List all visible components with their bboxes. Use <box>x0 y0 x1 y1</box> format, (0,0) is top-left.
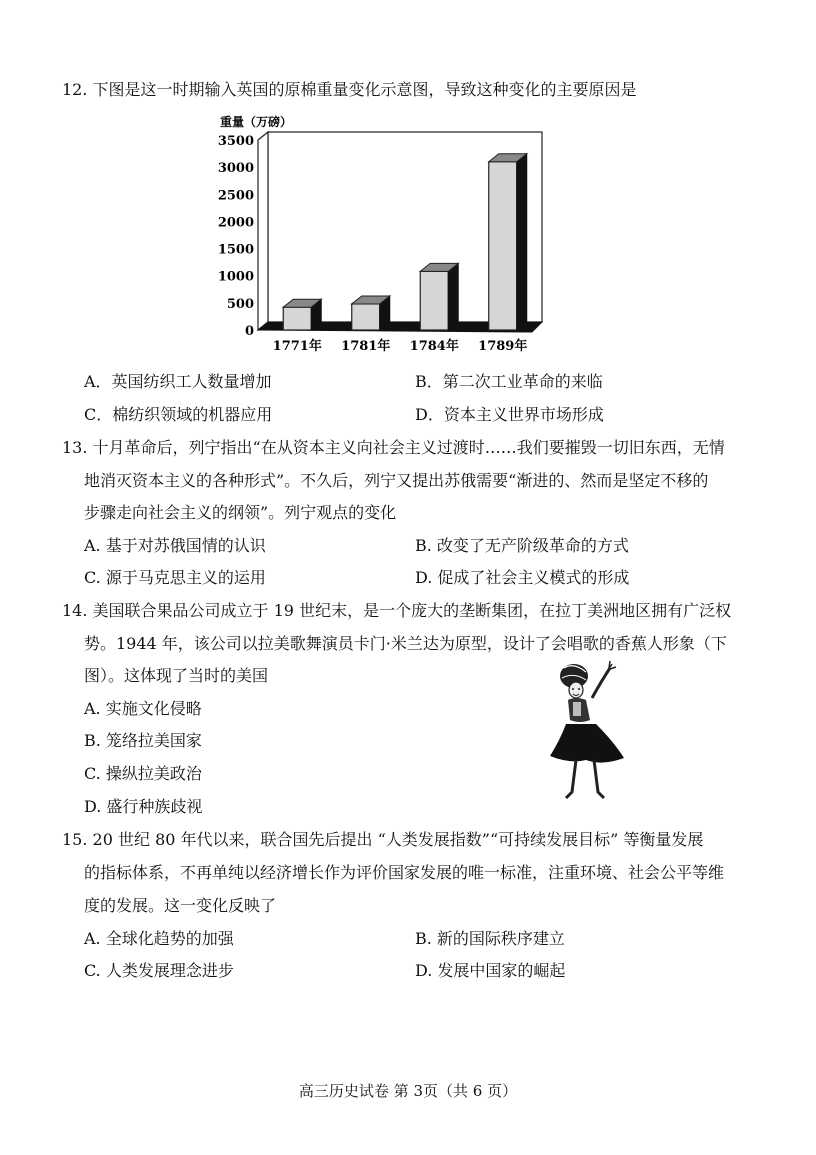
chart-side-wall <box>258 132 268 330</box>
bar <box>283 299 321 330</box>
q14-stem-line3: 图）。这体现了当时的美国 <box>84 666 269 685</box>
q14-stem-line1: 14. 美国联合果品公司成立于 19 世纪末，是一个庞大的垄断集团，在拉丁美洲地区拥有广泛权 <box>62 601 732 620</box>
cotton-weight-chart <box>200 108 560 358</box>
q15-stem-line1: 15. 20 世纪 80 年代以来，联合国先后提出 “人类发展指数”“可持续发展目标” 等衡量发展 <box>62 830 704 849</box>
bar-side <box>448 263 458 330</box>
q15-option-a[interactable]: A. 全球化趋势的加强 <box>84 929 234 948</box>
q13-stem-line3: 步骤走向社会主义的纲领”。列宁观点的变化 <box>84 503 397 522</box>
bar-front <box>283 307 311 330</box>
y-tick-label: 2500 <box>217 188 254 204</box>
q12-option-d[interactable]: D．资本主义世界市场形成 <box>415 405 604 424</box>
q13-option-d[interactable]: D. 促成了社会主义模式的形成 <box>415 568 630 587</box>
y-tick-label: 1500 <box>217 242 254 258</box>
q15-option-b[interactable]: B. 新的国际秩序建立 <box>415 929 565 948</box>
q12-option-c[interactable]: C．棉纺织领域的机器应用 <box>84 405 273 424</box>
bar-front <box>352 304 380 330</box>
y-tick-label: 3500 <box>217 134 254 149</box>
bar <box>420 263 458 330</box>
q12-stem: 12. 下图是这一时期输入英国的原棉重量变化示意图，导致这种变化的主要原因是 <box>62 80 637 99</box>
q14-option-c[interactable]: C. 操纵拉美政治 <box>84 764 202 783</box>
x-tick-label: 1784年 <box>409 339 459 354</box>
q12-option-a[interactable]: A．英国纺织工人数量增加 <box>84 372 272 391</box>
q14-option-b[interactable]: B. 笼络拉美国家 <box>84 731 202 750</box>
q13-option-a[interactable]: A. 基于对苏俄国情的认识 <box>84 536 266 555</box>
q13-option-b[interactable]: B. 改变了无产阶级革命的方式 <box>415 536 629 555</box>
y-tick-label: 0 <box>244 324 254 339</box>
y-axis-label: 重量（万磅） <box>220 115 293 129</box>
q15-option-d[interactable]: D. 发展中国家的崛起 <box>415 961 566 980</box>
bar-front <box>489 162 517 330</box>
y-tick-label: 500 <box>226 296 254 312</box>
q15-stem-line2: 的指标体系，不再单纯以经济增长作为评价国家发展的唯一标准，注重环境、社会公平等维 <box>84 863 725 882</box>
bar <box>352 296 390 330</box>
q14-option-d[interactable]: D. 盛行种族歧视 <box>84 797 203 816</box>
q13-stem-line2: 地消灭资本主义的各种形式”。不久后，列宁又提出苏俄需要“渐进的、然而是坚定不移的 <box>84 471 709 490</box>
x-tick-label: 1781年 <box>341 339 391 354</box>
x-tick-label: 1771年 <box>272 339 322 354</box>
bar <box>489 154 527 330</box>
q15-option-c[interactable]: C. 人类发展理念进步 <box>84 961 234 980</box>
q15-stem-line3: 度的发展。这一变化反映了 <box>84 896 277 915</box>
bar-side <box>517 154 527 330</box>
q13-stem-line1: 13. 十月革命后，列宁指出“在从资本主义向社会主义过渡时……我们要摧毁一切旧东西，无情 <box>62 438 725 457</box>
y-tick-label: 1000 <box>217 269 254 285</box>
q12-option-b[interactable]: B．第二次工业革命的来临 <box>415 372 603 391</box>
q14-option-a[interactable]: A. 实施文化侵略 <box>84 699 202 718</box>
q13-option-c[interactable]: C. 源于马克思主义的运用 <box>84 568 266 587</box>
bar-front <box>420 271 448 330</box>
page-footer: 高三历史试卷 第 3页（共 6 页） <box>298 1082 518 1100</box>
y-tick-label: 3000 <box>217 161 254 177</box>
banana-figure-image <box>540 660 640 805</box>
x-tick-label: 1789年 <box>478 339 528 354</box>
q14-stem-line2: 势。1944 年，该公司以拉美歌舞演员卡门·米兰达为原型，设计了会唱歌的香蕉人形象（下 <box>84 634 727 653</box>
y-tick-label: 2000 <box>217 215 254 231</box>
